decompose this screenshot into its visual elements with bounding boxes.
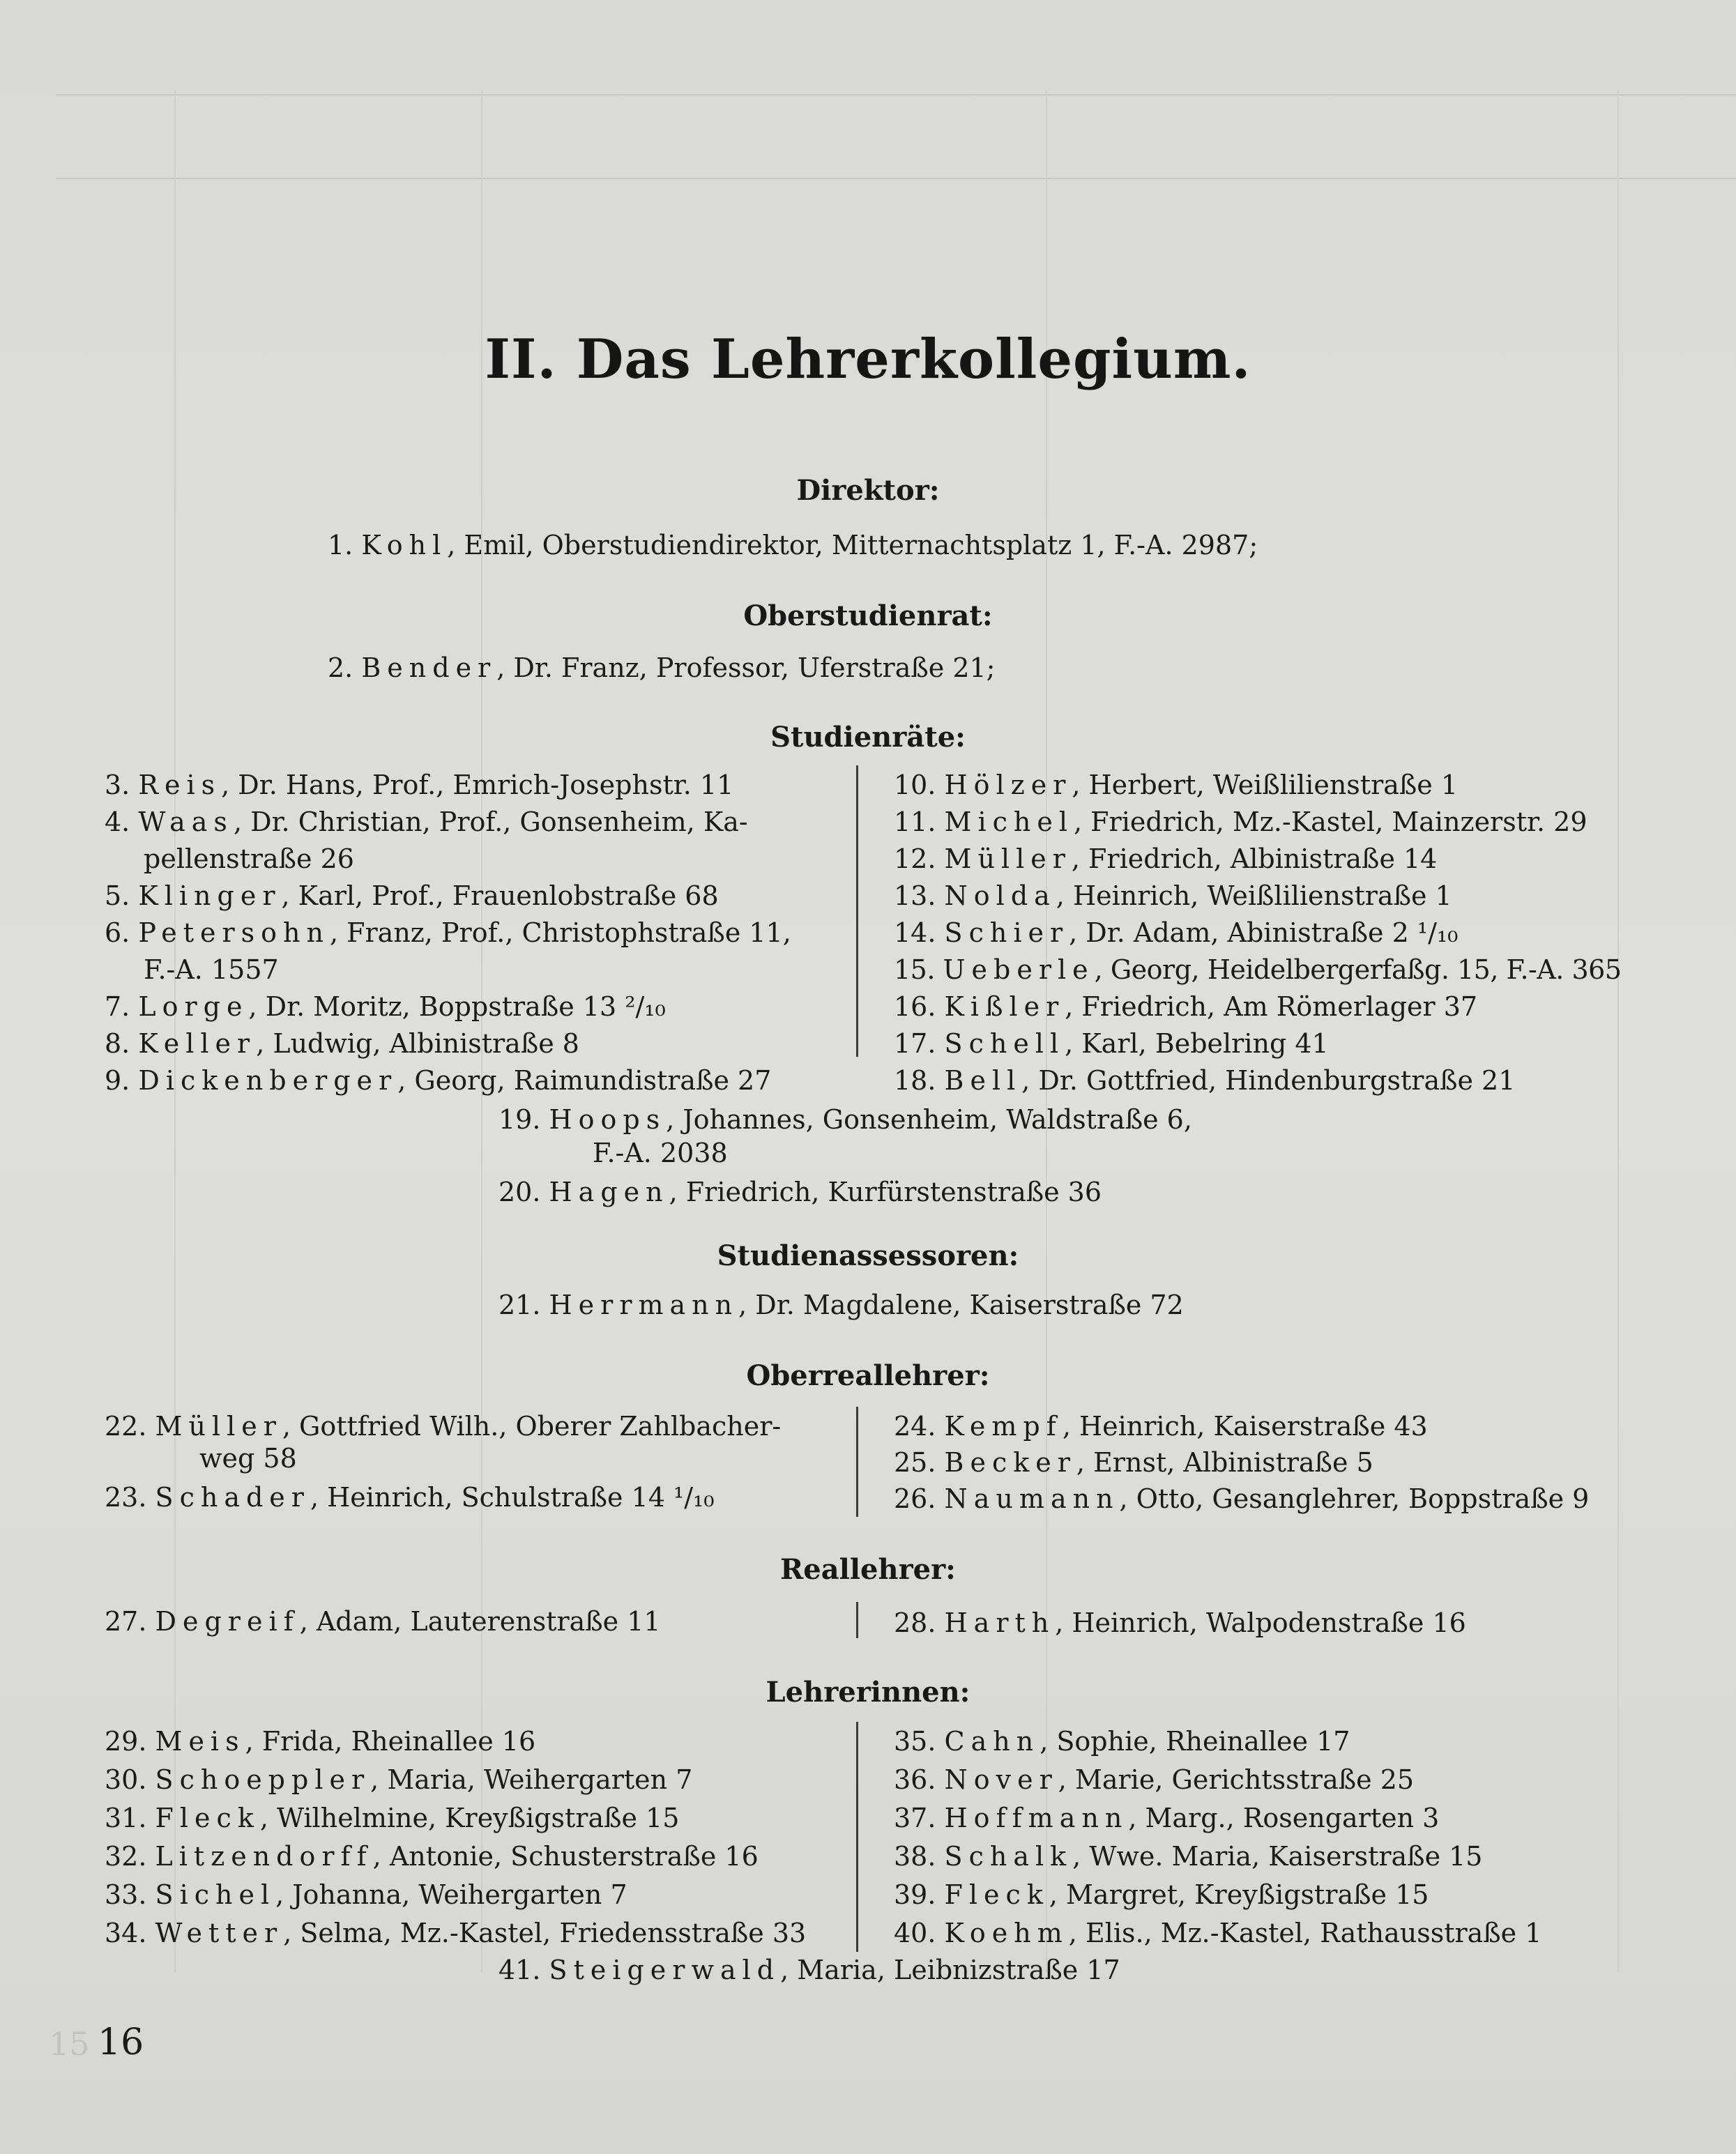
entry-number: 32.: [105, 1841, 147, 1872]
entry-details: , Dr. Hans, Prof., Emrich-Josephstr. 11: [221, 770, 734, 800]
entry-details: , Ernst, Albinistraße 5: [1076, 1447, 1373, 1478]
entry-surname: Steigerwald: [549, 1955, 781, 1985]
entry-38: [894, 1838, 1483, 1874]
entry-details: , Ludwig, Albinistraße 8: [256, 1028, 579, 1059]
entry-number: 27.: [105, 1606, 147, 1637]
entry-details: , Herbert, Weißlilienstraße 1: [1072, 770, 1459, 800]
entry-details: , Heinrich, Walpodenstraße 16: [1055, 1607, 1466, 1638]
entry-number: 40.: [894, 1918, 936, 1948]
entry-number: 22.: [105, 1411, 147, 1442]
entry-number: 16.: [894, 991, 936, 1022]
entry-number: 36.: [894, 1764, 936, 1795]
entry-surname: Hölzer: [944, 770, 1072, 800]
entry-surname: Klinger: [138, 880, 282, 911]
entry-details: , Heinrich, Schulstraße 14 ¹/₁₀: [310, 1482, 715, 1513]
entry-number: 2.: [328, 652, 353, 683]
entry-details: , Sophie, Rheinallee 17: [1040, 1726, 1350, 1757]
entry-surname: Ueberle: [943, 954, 1095, 985]
entry-13: [894, 878, 1452, 914]
entry-surname: Schader: [155, 1482, 310, 1513]
entry-7: [105, 988, 666, 1025]
entry-number: 5.: [105, 880, 130, 911]
entry-19: [498, 1101, 1192, 1138]
entry-surname: Schell: [944, 1028, 1065, 1059]
entry-number: 15.: [894, 954, 935, 985]
entry-19-continued: F.-A. 2038: [593, 1138, 728, 1168]
entry-surname: Schalk: [944, 1841, 1073, 1872]
entry-surname: Michel: [944, 807, 1074, 837]
bleed-through-rule: [56, 178, 1736, 179]
entry-number: 34.: [105, 1918, 147, 1948]
entry-number: 20.: [498, 1177, 541, 1207]
entry-9: [105, 1062, 771, 1099]
entry-surname: Litzendorff: [155, 1841, 373, 1872]
entry-details: , Johannes, Gonsenheim, Waldstraße 6,: [666, 1104, 1192, 1135]
entry-number: 1.: [328, 530, 353, 560]
entry-details: , Wwe. Maria, Kaiserstraße 15: [1072, 1841, 1483, 1872]
entry-34: [105, 1915, 806, 1951]
section-heading-studienassessoren: Studienassessoren:: [717, 1239, 1019, 1272]
entry-number: 38.: [894, 1841, 936, 1872]
entry-number: 21.: [498, 1290, 541, 1320]
entry-surname: Dickenberger: [138, 1065, 398, 1096]
entry-number: 11.: [894, 807, 936, 837]
entry-details: , Friedrich, Mz.-Kastel, Mainzerstr. 29: [1074, 807, 1587, 837]
entry-number: 9.: [105, 1065, 130, 1096]
entry-details: , Heinrich, Weißlilienstraße 1: [1056, 880, 1452, 911]
entry-details: , Dr. Magdalene, Kaiserstraße 72: [738, 1290, 1184, 1320]
entry-number: 29.: [105, 1726, 147, 1757]
entry-surname: Herrmann: [549, 1290, 739, 1320]
entry-11: [894, 804, 1587, 840]
entry-surname: Schoeppler: [155, 1764, 371, 1795]
entry-surname: Kempf: [944, 1411, 1063, 1442]
entry-21: [498, 1287, 1184, 1323]
entry-23: [105, 1479, 715, 1515]
entry-number: 18.: [894, 1065, 936, 1096]
entry-surname: Waas: [138, 807, 234, 837]
entry-4: [105, 804, 748, 840]
entry-37: [894, 1800, 1439, 1836]
entry-number: 30.: [105, 1764, 147, 1795]
entry-details: , Friedrich, Am Römerlager 37: [1065, 991, 1478, 1022]
entry-details: , Johanna, Weihergarten 7: [275, 1879, 627, 1910]
entry-surname: Nover: [944, 1764, 1058, 1795]
entry-details: , Georg, Raimundistraße 27: [397, 1065, 772, 1096]
entry-details: , Gottfried Wilh., Oberer Zahlbacher-: [282, 1411, 782, 1442]
entry-number: 39.: [894, 1879, 936, 1910]
entry-30: [105, 1762, 692, 1798]
entry-surname: Cahn: [944, 1726, 1040, 1757]
entry-number: 10.: [894, 770, 936, 800]
entry-details: , Emil, Oberstudiendirektor, Mitternachtsplatz 1, F.-A. 2987;: [447, 530, 1258, 560]
entry-17: [894, 1025, 1329, 1062]
entry-22: [105, 1408, 781, 1444]
entry-12: [894, 841, 1437, 877]
column-divider: [856, 1602, 858, 1638]
entry-details: , Elis., Mz.-Kastel, Rathausstraße 1: [1068, 1918, 1542, 1948]
entry-surname: Wetter: [155, 1918, 284, 1948]
entry-surname: Müller: [155, 1411, 282, 1442]
entry-surname: Müller: [944, 843, 1072, 874]
entry-details: , Frida, Rheinallee 16: [245, 1726, 536, 1757]
entry-details: , Marie, Gerichtsstraße 25: [1058, 1764, 1415, 1795]
entry-15: [894, 952, 1622, 988]
column-divider: [856, 1407, 858, 1517]
entry-6-continued: F.-A. 1557: [144, 954, 279, 985]
entry-details: , Selma, Mz.-Kastel, Friedensstraße 33: [283, 1918, 807, 1948]
entry-details: , Dr. Franz, Professor, Uferstraße 21;: [496, 652, 996, 683]
entry-26: [894, 1481, 1589, 1517]
entry-40: [894, 1915, 1541, 1951]
entry-number: 14.: [894, 917, 936, 948]
entry-surname: Hagen: [549, 1177, 669, 1207]
entry-20: [498, 1174, 1102, 1210]
entry-number: 12.: [894, 843, 936, 874]
entry-2: [328, 650, 995, 686]
entry-29: [105, 1723, 535, 1759]
entry-number: 17.: [894, 1028, 936, 1059]
entry-surname: Kohl: [361, 530, 448, 560]
entry-surname: Fleck: [944, 1879, 1049, 1910]
entry-4-continued: pellenstraße 26: [144, 843, 354, 874]
entry-details: , Dr. Gottfried, Hindenburgstraße 21: [1021, 1065, 1516, 1096]
column-divider: [856, 765, 858, 1057]
entry-number: 33.: [105, 1879, 147, 1910]
entry-details: , Adam, Lauterenstraße 11: [299, 1606, 661, 1637]
entry-surname: Fleck: [155, 1803, 260, 1833]
entry-surname: Naumann: [944, 1483, 1120, 1514]
entry-details: , Dr. Adam, Abinistraße 2 ¹/₁₀: [1069, 917, 1459, 948]
entry-39: [894, 1877, 1429, 1913]
entry-41: [498, 1952, 1120, 1988]
entry-number: 13.: [894, 880, 936, 911]
entry-surname: Reis: [138, 770, 222, 800]
entry-number: 3.: [105, 770, 130, 800]
entry-surname: Koehm: [944, 1918, 1069, 1948]
entry-details: , Dr. Christian, Prof., Gonsenheim, Ka-: [233, 807, 748, 837]
entry-surname: Hoffmann: [944, 1803, 1129, 1833]
entry-27: [105, 1603, 661, 1640]
entry-14: [894, 915, 1458, 951]
entry-details: , Karl, Bebelring 41: [1065, 1028, 1329, 1059]
entry-16: [894, 988, 1477, 1025]
entry-details: , Franz, Prof., Christophstraße 11,: [329, 917, 791, 948]
entry-surname: Bender: [361, 652, 497, 683]
section-heading-direktor: Direktor:: [796, 474, 940, 507]
entry-details: , Maria, Leibnizstraße 17: [780, 1955, 1120, 1985]
bleed-through-rule: [56, 94, 1736, 96]
section-heading-oberreallehrer: Oberreallehrer:: [746, 1359, 990, 1392]
entry-number: 25.: [894, 1447, 936, 1478]
page-title: II. Das Lehrerkollegium.: [485, 328, 1251, 391]
section-heading-reallehrer: Reallehrer:: [780, 1553, 956, 1586]
entry-surname: Sichel: [155, 1879, 276, 1910]
entry-number: 31.: [105, 1803, 147, 1833]
entry-surname: Harth: [944, 1607, 1056, 1638]
entry-details: , Friedrich, Kurfürstenstraße 36: [669, 1177, 1102, 1207]
section-heading-lehrerinnen: Lehrerinnen:: [766, 1676, 970, 1709]
entry-number: 4.: [105, 807, 130, 837]
entry-surname: Bell: [944, 1065, 1022, 1096]
entry-35: [894, 1723, 1350, 1759]
entry-18: [894, 1062, 1515, 1099]
entry-surname: Hoops: [549, 1104, 667, 1135]
entry-number: 6.: [105, 917, 130, 948]
entry-number: 24.: [894, 1411, 936, 1442]
entry-number: 41.: [498, 1955, 541, 1985]
entry-surname: Meis: [155, 1726, 245, 1757]
entry-number: 19.: [498, 1104, 541, 1135]
entry-surname: Kißler: [944, 991, 1065, 1022]
section-heading-studienraete: Studienräte:: [770, 721, 966, 754]
entry-surname: Lorge: [138, 991, 249, 1022]
entry-surname: Nolda: [944, 880, 1056, 911]
entry-details: , Friedrich, Albinistraße 14: [1071, 843, 1438, 874]
entry-surname: Keller: [138, 1028, 257, 1059]
entry-surname: Schier: [944, 917, 1069, 948]
entry-31: [105, 1800, 679, 1836]
entry-details: , Karl, Prof., Frauenlobstraße 68: [281, 880, 719, 911]
entry-28: [894, 1605, 1466, 1641]
entry-surname: Degreif: [155, 1606, 300, 1637]
entry-surname: Petersohn: [138, 917, 330, 948]
entry-surname: Becker: [944, 1447, 1076, 1478]
entry-8: [105, 1025, 579, 1062]
column-divider: [856, 1722, 858, 1952]
entry-number: 7.: [105, 991, 130, 1022]
entry-24: [894, 1408, 1428, 1444]
entry-number: 37.: [894, 1803, 936, 1833]
section-heading-oberstudienrat: Oberstudienrat:: [743, 599, 993, 632]
entry-details: , Georg, Heidelbergerfaßg. 15, F.-A. 365: [1094, 954, 1622, 985]
entry-6: [105, 915, 791, 951]
page-number: 16: [98, 2022, 144, 2063]
entry-32: [105, 1838, 759, 1874]
entry-number: 23.: [105, 1482, 147, 1513]
entry-36: [894, 1762, 1414, 1798]
entry-details: , Maria, Weihergarten 7: [370, 1764, 693, 1795]
entry-1: [328, 527, 1258, 563]
entry-details: , Dr. Moritz, Boppstraße 13 ²/₁₀: [248, 991, 666, 1022]
entry-25: [894, 1444, 1373, 1481]
entry-number: 8.: [105, 1028, 130, 1059]
entry-33: [105, 1877, 627, 1913]
entry-details: , Margret, Kreyßigstraße 15: [1049, 1879, 1429, 1910]
entry-5: [105, 878, 719, 914]
bleed-through-page-number: 15: [49, 2025, 90, 2063]
entry-22-continued: weg 58: [199, 1443, 297, 1474]
entry-details: , Heinrich, Kaiserstraße 43: [1062, 1411, 1428, 1442]
entry-10: [894, 767, 1458, 803]
entry-details: , Antonie, Schusterstraße 16: [372, 1841, 759, 1872]
entry-3: [105, 767, 733, 803]
entry-details: , Otto, Gesanglehrer, Boppstraße 9: [1119, 1483, 1590, 1514]
entry-number: 28.: [894, 1607, 936, 1638]
entry-number: 26.: [894, 1483, 936, 1514]
entry-details: , Marg., Rosengarten 3: [1128, 1803, 1440, 1833]
entry-number: 35.: [894, 1726, 936, 1757]
entry-details: , Wilhelmine, Kreyßigstraße 15: [259, 1803, 680, 1833]
